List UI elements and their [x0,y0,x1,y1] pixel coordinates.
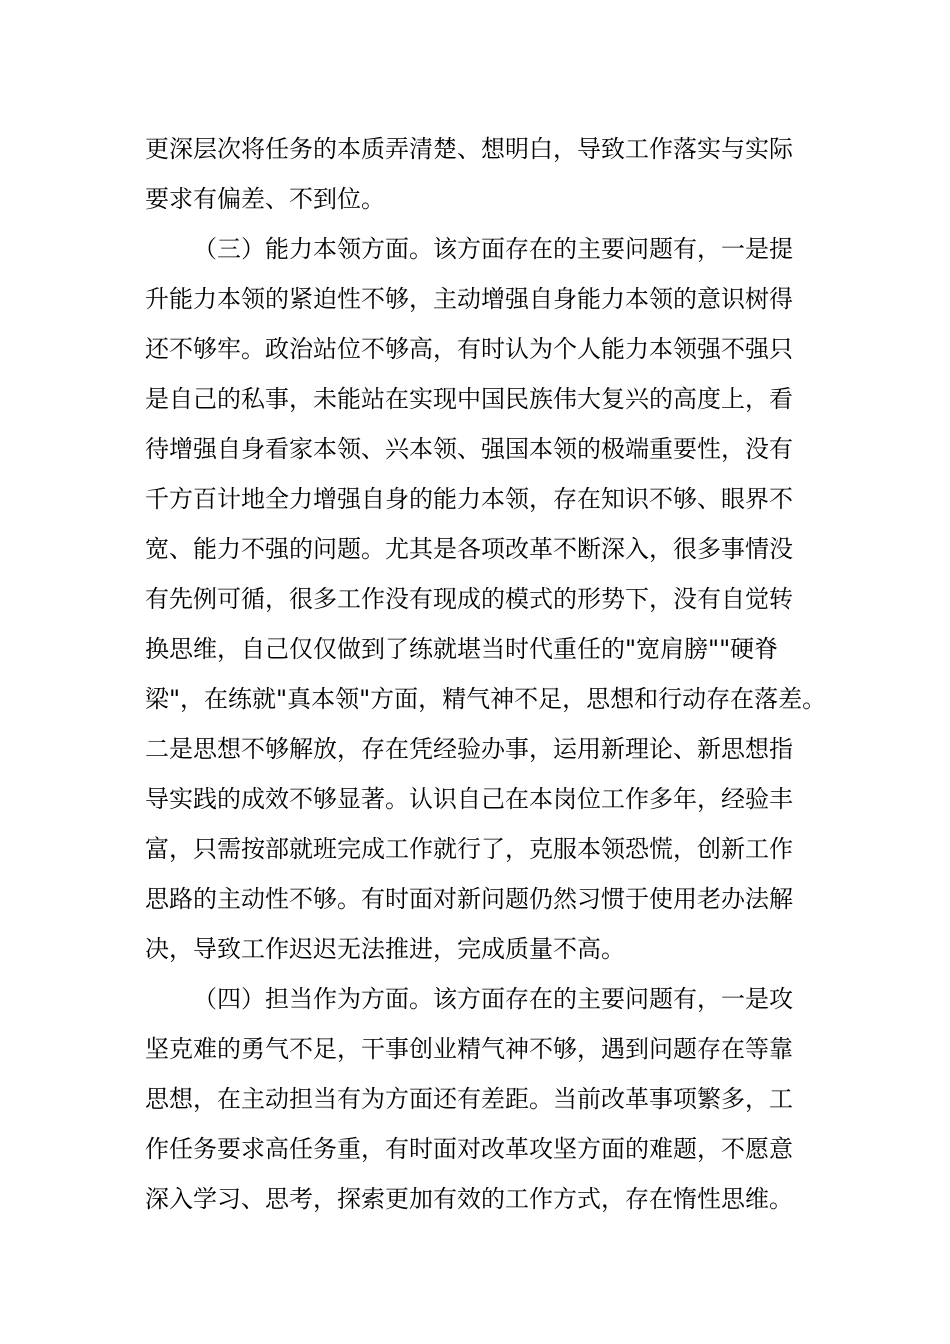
section-heading-line: （四）担当作为方面。该方面存在的主要问题有，一是攻 [193,985,793,1013]
text-line: 有先例可循，很多工作没有现成的模式的形势下，没有自觉转 [145,585,793,613]
text-line: 宽、能力不强的问题。尤其是各项改革不断深入，很多事情没 [145,535,793,563]
text-line: 还不够牢。政治站位不够高，有时认为个人能力本领强不强只 [145,335,793,363]
text-line: 作任务要求高任务重，有时面对改革攻坚方面的难题，不愿意 [145,1135,793,1163]
text-line: 深入学习、思考，探索更加有效的工作方式，存在惰性思维。 [145,1185,793,1213]
text-line: 思路的主动性不够。有时面对新问题仍然习惯于使用老办法解 [145,885,793,913]
text-line: 待增强自身看家本领、兴本领、强国本领的极端重要性，没有 [145,435,793,463]
text-line: 思想，在主动担当有为方面还有差距。当前改革事项繁多，工 [145,1085,793,1113]
text-line: 富，只需按部就班完成工作就行了，克服本领恐慌，创新工作 [145,835,793,863]
text-line: 二是思想不够解放，存在凭经验办事，运用新理论、新思想指 [145,735,793,763]
text-line: 导实践的成效不够显著。认识自己在本岗位工作多年，经验丰 [145,785,793,813]
text-line: 更深层次将任务的本质弄清楚、想明白，导致工作落实与实际 [145,135,793,163]
text-line: 千方百计地全力增强自身的能力本领，存在知识不够、眼界不 [145,485,793,513]
text-line: 梁"，在练就"真本领"方面，精气神不足，思想和行动存在落差。 [145,685,827,713]
text-line: 升能力本领的紧迫性不够，主动增强自身能力本领的意识树得 [145,285,793,313]
text-line: 要求有偏差、不到位。 [145,185,385,213]
text-line: 换思维，自己仅仅做到了练就堪当时代重任的"宽肩膀""硬脊 [145,635,779,663]
section-heading-line: （三）能力本领方面。该方面存在的主要问题有，一是提 [193,235,793,263]
text-line: 是自己的私事，未能站在实现中国民族伟大复兴的高度上，看 [145,385,793,413]
text-line: 决，导致工作迟迟无法推进，完成质量不高。 [145,935,625,963]
text-line: 坚克难的勇气不足，干事创业精气神不够，遇到问题存在等靠 [145,1035,793,1063]
